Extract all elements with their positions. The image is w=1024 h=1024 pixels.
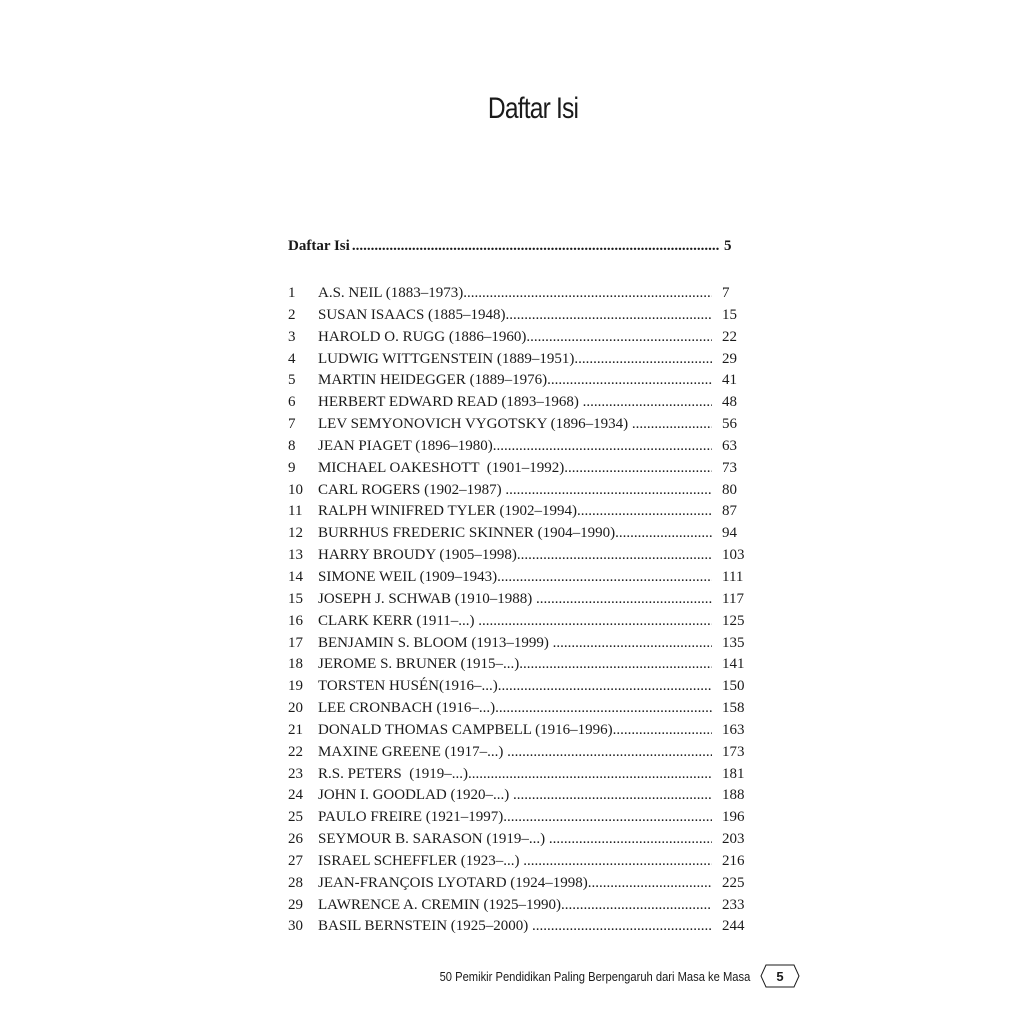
toc-entry-title: MAXINE GREENE (1917–...) [318,743,508,760]
page-footer [0,964,800,988]
dot-leader [495,698,712,720]
toc-entry-page: 56 [722,416,737,433]
dot-leader [574,349,712,371]
toc-entry-title: ISRAEL SCHEFFLER (1923–...) [318,852,524,869]
toc-entry-page: 48 [722,394,737,411]
toc-entry-title: R.S. PETERS (1919–...) [318,765,469,782]
toc-entry[interactable] [288,611,754,633]
dot-leader [498,676,712,698]
toc-entry-page: 181 [722,765,745,782]
toc-entry-title: HAROLD O. RUGG (1886–1960) [318,328,527,345]
toc-entry[interactable] [288,916,754,938]
toc-entry-page: 244 [722,918,745,935]
toc-entry-title: A.S. NEIL (1883–1973) [318,285,464,301]
dot-leader [577,501,712,523]
toc-entry[interactable] [288,720,754,742]
toc-entry-page: 41 [722,372,737,389]
dot-leader [463,283,712,305]
toc-entry[interactable] [288,392,754,414]
toc-entry-page: 163 [722,721,745,738]
dot-leader [505,480,712,502]
toc-entry-title: HERBERT EDWARD READ (1893–1968) [318,394,583,411]
toc-entry-title: LAWRENCE A. CREMIN (1925–1990) [318,896,561,913]
toc-entry[interactable] [288,589,754,611]
toc-entry-page: 29 [722,350,737,367]
toc-entry-number: 29 [288,896,303,913]
toc-entry-number: 11 [288,503,303,520]
toc-entry-page: 141 [722,656,745,673]
toc-entry[interactable] [288,851,754,873]
toc-entry-page: 203 [722,831,745,848]
page-number-badge [760,964,800,988]
toc-entry[interactable] [288,829,754,851]
toc-entry[interactable] [288,480,754,502]
toc-entry[interactable] [288,698,754,720]
toc-entry-title: TORSTEN HUSÉN(1916–...) [318,678,498,695]
toc-entry-title: LUDWIG WITTGENSTEIN (1889–1951) [318,350,575,367]
toc-entry-number: 18 [288,656,303,673]
toc-entry-number: 4 [288,350,296,367]
toc-entry-page: 94 [722,525,737,542]
toc-entry[interactable] [288,654,754,676]
toc-entry[interactable] [288,633,754,655]
toc-entry[interactable] [288,436,754,458]
toc-entry[interactable] [288,349,754,371]
toc-entry-title: RALPH WINIFRED TYLER (1902–1994) [318,503,578,520]
toc-entry[interactable] [288,676,754,698]
dot-leader [497,567,712,589]
toc-entry[interactable] [288,807,754,829]
toc-entry[interactable] [288,283,754,305]
toc-entry-title: LEV SEMYONOVICH VYGOTSKY (1896–1934) [318,416,632,433]
dot-leader [468,764,712,786]
toc-entry[interactable] [288,523,754,545]
toc-entry-title: DONALD THOMAS CAMPBELL (1916–1996) [318,721,613,738]
toc-entry[interactable] [288,895,754,917]
toc-entry-title: BASIL BERNSTEIN (1925–2000) [318,918,533,935]
dot-leader [588,873,712,895]
toc-entry-page: 87 [722,503,737,520]
toc-entry-title: MICHAEL OAKESHOTT (1901–1992) [318,459,565,476]
dot-leader [564,458,712,480]
toc-entry-number: 3 [288,328,296,345]
toc-entry-number: 23 [288,765,303,782]
dot-leader [613,720,712,742]
toc-entry[interactable] [288,458,754,480]
footer-book-title: 50 Pemikir Pendidikan Paling Berpengaruh dari Masa ke Masa [439,968,750,984]
toc-entry-number: 2 [288,306,296,323]
page-title: Daftar Isi [487,92,579,126]
toc-entry-title: LEE CRONBACH (1916–...) [318,700,496,717]
dot-leader [583,392,712,414]
toc-entry-page: 150 [722,678,745,695]
footer-page-number: 5 [776,968,784,984]
toc-entry[interactable] [288,414,754,436]
toc-entry-page: 117 [722,590,744,607]
dot-leader [536,589,712,611]
toc-entry-page: 125 [722,612,745,629]
toc-entry-number: 7 [288,416,296,433]
toc-entry-title: SIMONE WEIL (1909–1943) [318,568,498,585]
toc-header-page: 5 [724,238,732,254]
toc-entry[interactable] [288,567,754,589]
toc-entry-number: 20 [288,700,303,717]
toc-entry-number: 19 [288,678,303,695]
toc-entry-title: JEAN PIAGET (1896–1980) [318,437,493,454]
toc-entry[interactable] [288,305,754,327]
toc-entry-number: 12 [288,525,303,542]
toc-entry-page: 233 [722,896,745,913]
toc-entry-page: 15 [722,306,737,323]
dot-leader [507,742,712,764]
toc-header-label: Daftar Isi [288,238,350,254]
toc-entry[interactable] [288,545,754,567]
toc-entry-title: PAULO FREIRE (1921–1997) [318,809,504,826]
toc-entry-title: SEYMOUR B. SARASON (1919–...) [318,831,549,848]
toc-entry[interactable] [288,501,754,523]
toc-entry-title: MARTIN HEIDEGGER (1889–1976) [318,372,548,389]
toc-entry-number: 1 [288,285,296,301]
toc-entry-number: 26 [288,831,303,848]
toc-entry-page: 80 [722,481,737,498]
dot-leader [549,829,712,851]
dot-leader [352,238,720,255]
toc-entry[interactable] [288,873,754,895]
toc-entry-page: 63 [722,437,737,454]
toc-entry-title: BENJAMIN S. BLOOM (1913–1999) [318,634,553,651]
toc-entry-number: 25 [288,809,303,826]
toc-entry-number: 13 [288,547,303,564]
dot-leader [632,414,712,436]
toc-entry-number: 9 [288,459,296,476]
toc-entry-page: 225 [722,874,745,891]
toc-entry-number: 28 [288,874,303,891]
toc-entry-title: HARRY BROUDY (1905–1998) [318,547,517,564]
toc-entry[interactable] [288,764,754,786]
dot-leader [561,895,712,917]
toc-entry-page: 173 [722,743,745,760]
toc-entry-title: BURRHUS FREDERIC SKINNER (1904–1990) [318,525,616,542]
toc-entry-number: 15 [288,590,303,607]
toc-entry-page: 103 [722,547,745,564]
dot-leader [519,654,712,676]
dot-leader [503,807,712,829]
toc-entry-number: 10 [288,481,303,498]
dot-leader [478,611,712,633]
toc-entry-title: CLARK KERR (1911–...) [318,612,479,629]
toc-entry-page: 22 [722,328,737,345]
toc-entry-title: SUSAN ISAACS (1885–1948) [318,306,506,323]
toc-entry-page: 73 [722,459,737,476]
toc-entry-number: 27 [288,852,303,869]
toc-entry[interactable] [288,370,754,392]
toc-entry-number: 30 [288,918,303,935]
toc-entry-page: 216 [722,852,745,869]
toc-list [288,283,754,938]
toc-entry-page: 158 [722,700,745,717]
toc-entry-page: 196 [722,809,745,826]
dot-leader [526,327,712,349]
toc-header[interactable] [288,238,736,255]
toc-entry[interactable] [288,742,754,764]
toc-entry-page: 7 [722,285,730,301]
toc-entry-number: 22 [288,743,303,760]
toc-entry-page: 188 [722,787,745,804]
dot-leader [523,851,712,873]
toc-entry-number: 16 [288,612,303,629]
toc-entry-number: 24 [288,787,303,804]
toc-entry[interactable] [288,785,754,807]
dot-leader [553,633,712,655]
toc-entry-number: 17 [288,634,303,651]
dot-leader [532,916,712,938]
toc-entry-number: 14 [288,568,303,585]
toc-entry-number: 6 [288,394,296,411]
toc-entry-title: JOHN I. GOODLAD (1920–...) [318,787,513,804]
dot-leader [493,436,712,458]
dot-leader [547,370,712,392]
dot-leader [615,523,712,545]
dot-leader [506,305,712,327]
toc-entry-page: 111 [722,568,744,585]
toc-entry-title: JOSEPH J. SCHWAB (1910–1988) [318,590,536,607]
toc-entry-page: 135 [722,634,745,651]
dot-leader [513,785,712,807]
toc-entry-number: 5 [288,372,296,389]
toc-entry-title: JEAN-FRANÇOIS LYOTARD (1924–1998) [318,874,588,891]
toc-entry-title: CARL ROGERS (1902–1987) [318,481,506,498]
dot-leader [517,545,712,567]
toc-entry[interactable] [288,327,754,349]
toc-entry-number: 21 [288,721,303,738]
toc-entry-title: JEROME S. BRUNER (1915–...) [318,656,520,673]
toc-entry-number: 8 [288,437,296,454]
